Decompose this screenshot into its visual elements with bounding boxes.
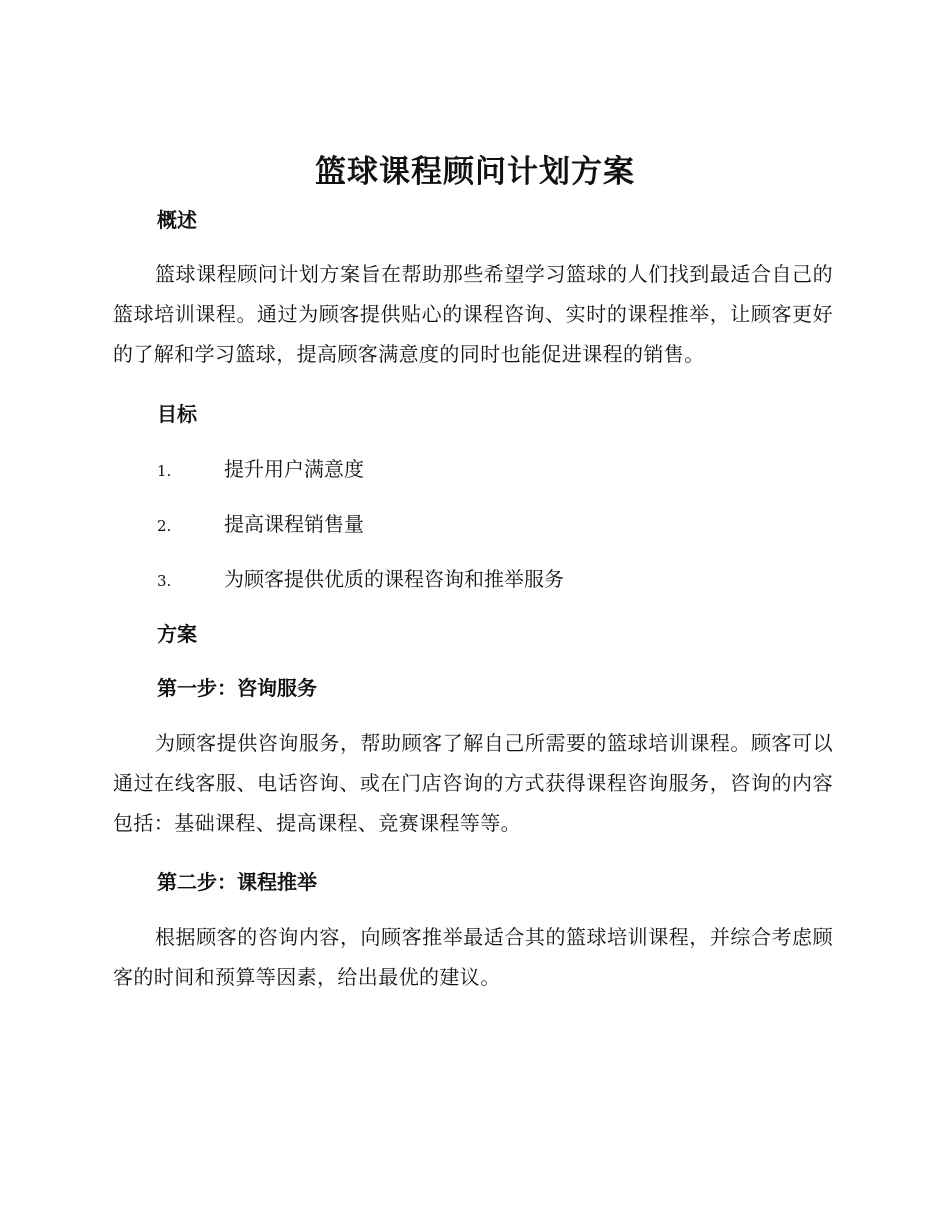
goal-item-text: 为顾客提供优质的课程咨询和推举服务 [224, 567, 564, 591]
step1-paragraph: 为顾客提供咨询服务，帮助顾客了解自己所需要的篮球培训课程。顾客可以通过在线客服、电话咨询、或在门店咨询的方式获得课程咨询服务，咨询的内容包括：基础课程、提高课程、竞赛课程等等。 [113, 731, 833, 835]
overview-paragraph: 篮球课程顾问计划方案旨在帮助那些希望学习篮球的人们找到最适合自己的篮球培训课程。通过为顾客提供贴心的课程咨询、实时的课程推举，让顾客更好的了解和学习篮球，提高顾客满意度的同时也能促进课程的销售。 [113, 262, 833, 366]
goal-item-number: 1. [157, 462, 172, 480]
step2-heading: 第二步：课程推举 [157, 870, 317, 894]
step2-paragraph: 根据顾客的咨询内容，向顾客推举最适合其的篮球培训课程，并综合考虑顾客的时间和预算等因素，给出最优的建议。 [113, 925, 833, 989]
goal-item-number: 2. [157, 517, 172, 535]
goal-item [157, 510, 364, 540]
goal-item [157, 565, 564, 595]
goal-item-text: 提高课程销售量 [224, 512, 364, 536]
goal-item-text: 提升用户满意度 [224, 457, 364, 481]
goal-item-number: 3. [157, 572, 172, 590]
plan-heading: 方案 [157, 622, 197, 646]
overview-heading: 概述 [157, 208, 197, 232]
step1-heading: 第一步：咨询服务 [157, 676, 317, 700]
document-title: 篮球课程顾问计划方案 [315, 154, 635, 190]
goal-item [157, 455, 364, 485]
goals-heading: 目标 [157, 402, 197, 426]
